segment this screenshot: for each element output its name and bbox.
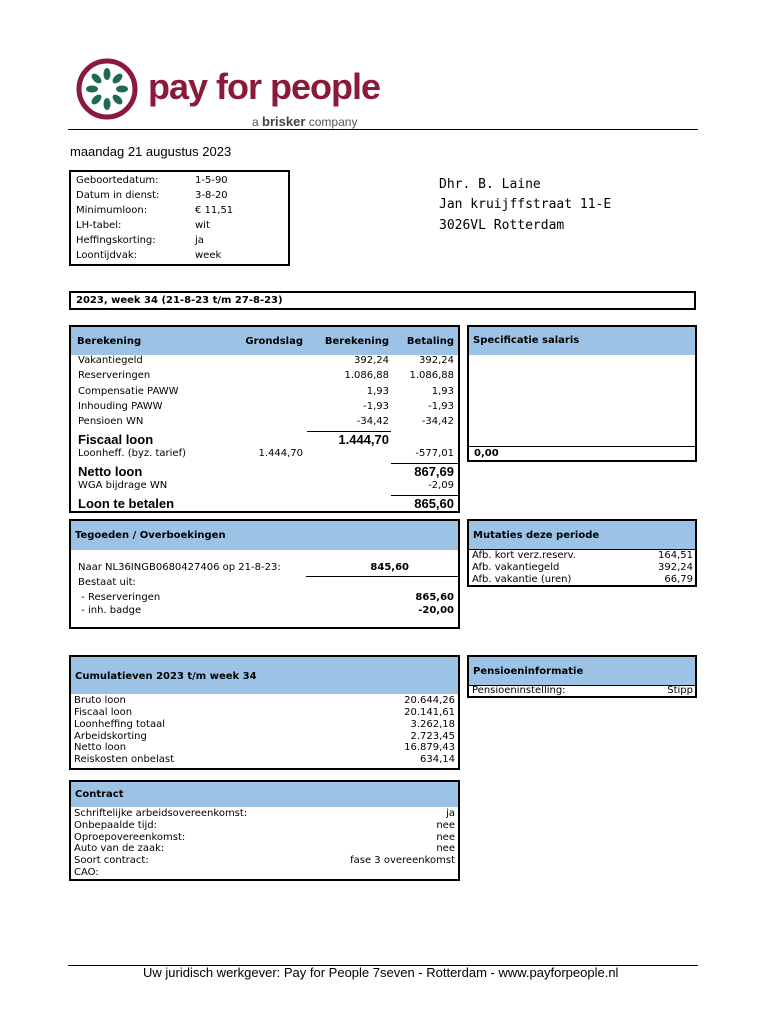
mutatie-value: 66,79: [664, 574, 693, 585]
address-street: Jan kruijffstraat 11-E: [439, 197, 612, 212]
personal-label: Loontijdvak:: [76, 250, 138, 261]
logo: [76, 58, 138, 120]
mutatie-label: Afb. vakantie (uren): [472, 574, 572, 585]
transfer-value: 845,60: [370, 562, 409, 573]
cumulatief-value: 2.723,45: [410, 731, 455, 742]
berekening-row-berekening: 1,93: [366, 386, 389, 397]
te-betalen-value: 865,60: [414, 496, 454, 511]
contract-label: Soort contract:: [74, 855, 149, 866]
berekening-row-betaling: -1,93: [428, 401, 454, 412]
personal-value: 3-8-20: [195, 190, 228, 201]
contract-header: [71, 782, 458, 807]
tegoed-item-label: - inh. badge: [78, 605, 142, 616]
contract-label: Oproepovereenkomst:: [74, 832, 186, 843]
cumulatief-value: 16.879,43: [404, 742, 455, 753]
cumulatief-value: 3.262,18: [410, 719, 455, 730]
pensioen-title: Pensioeninformatie: [473, 666, 584, 677]
wga-label: WGA bijdrage WN: [78, 480, 168, 491]
fiscaal-loon-label: Fiscaal loon: [78, 432, 154, 447]
berekening-row-label: Compensatie PAWW: [78, 386, 179, 397]
brand-name: pay for people: [148, 66, 381, 107]
berekening-row-berekening: 1.086,88: [344, 370, 389, 381]
cumulatief-label: Reiskosten onbelast: [74, 754, 174, 765]
cumulatief-label: Netto loon: [74, 742, 127, 753]
mutatie-label: Afb. vakantiegeld: [472, 562, 560, 573]
personal-info-box: [69, 170, 290, 266]
berekening-col-berekening: Berekening: [324, 336, 389, 347]
berekening-row-label: Reserveringen: [78, 370, 151, 381]
logo-icon: [76, 58, 138, 120]
transfer-underline: [306, 576, 458, 577]
tegoeden-box: [69, 519, 460, 629]
specificatie-total-line: [469, 446, 695, 447]
specificatie-title: Specificatie salaris: [473, 335, 580, 346]
berekening-box: [69, 325, 460, 513]
wga-value: -2,09: [428, 480, 454, 491]
tegoed-item-value: 865,60: [415, 592, 454, 603]
berekening-row-betaling: 392,24: [419, 355, 454, 366]
tagline-suffix: company: [308, 115, 358, 129]
address-name: Dhr. B. Laine: [439, 177, 541, 192]
cumulatief-label: Bruto loon: [74, 695, 126, 706]
tegoeden-title: Tegoeden / Overboekingen: [75, 530, 226, 541]
pensioen-box: [467, 655, 697, 698]
loonheffing-label: Loonheff. (byz. tarief): [78, 448, 186, 459]
berekening-col-label: Berekening: [77, 336, 142, 347]
mutaties-title: Mutaties deze periode: [473, 530, 600, 541]
contract-label: CAO:: [74, 867, 99, 878]
personal-label: Datum in dienst:: [76, 190, 160, 201]
personal-label: Heffingskorting:: [76, 235, 156, 246]
pensioen-label: Pensioeninstelling:: [472, 685, 566, 696]
tegoed-item-value: -20,00: [418, 605, 454, 616]
tagline-brand: brisker: [262, 114, 306, 129]
netto-loon-label: Netto loon: [78, 464, 143, 479]
mutatie-value: 392,24: [658, 562, 693, 573]
contract-value: ja: [446, 808, 455, 819]
contract-label: Schriftelijke arbeidsovereenkomst:: [74, 808, 248, 819]
period-label: 2023, week 34 (21-8-23 t/m 27-8-23): [76, 295, 283, 306]
tagline: [252, 114, 357, 129]
contract-label: Auto van de zaak:: [74, 843, 165, 854]
contract-value: nee: [436, 820, 455, 831]
contract-label: Onbepaalde tijd:: [74, 820, 157, 831]
cumulatieven-box: [69, 655, 460, 770]
personal-value: wit: [195, 220, 210, 231]
loonheffing-betaling: -577,01: [415, 448, 454, 459]
netto-loon-value: 867,69: [414, 464, 454, 479]
mutatie-value: 164,51: [658, 550, 693, 561]
cumulatieven-title: Cumulatieven 2023 t/m week 34: [75, 671, 257, 682]
personal-value: 1-5-90: [195, 175, 228, 186]
cumulatief-label: Loonheffing totaal: [74, 719, 165, 730]
berekening-col-grondslag: Grondslag: [245, 336, 303, 347]
berekening-row-betaling: 1,93: [431, 386, 454, 397]
header-divider: [68, 129, 698, 130]
berekening-row-betaling: 1.086,88: [409, 370, 454, 381]
contract-value: nee: [436, 843, 455, 854]
contract-value: fase 3 overeenkomst: [350, 855, 455, 866]
pensioen-value: Stipp: [667, 685, 693, 696]
berekening-row-label: Vakantiegeld: [78, 355, 143, 366]
address-city: 3026VL Rotterdam: [439, 218, 565, 233]
contract-box: [69, 780, 460, 881]
bestaat-uit-label: Bestaat uit:: [78, 577, 136, 588]
contract-title: Contract: [75, 789, 124, 800]
berekening-row-label: Pensioen WN: [78, 416, 144, 427]
personal-label: Geboortedatum:: [76, 175, 159, 186]
cumulatief-label: Arbeidskorting: [74, 731, 147, 742]
berekening-col-betaling: Betaling: [406, 336, 454, 347]
personal-value: € 11,51: [195, 205, 234, 216]
berekening-row-berekening: 392,24: [354, 355, 389, 366]
cumulatief-value: 634,14: [420, 754, 455, 765]
mutaties-box: [467, 519, 697, 587]
tegoed-item-label: - Reserveringen: [78, 592, 161, 603]
personal-value: week: [195, 250, 222, 261]
cumulatief-label: Fiscaal loon: [74, 707, 133, 718]
cumulatief-value: 20.141,61: [404, 707, 455, 718]
personal-label: LH-tabel:: [76, 220, 122, 231]
fiscaal-loon-value: 1.444,70: [338, 432, 389, 447]
berekening-row-label: Inhouding PAWW: [78, 401, 163, 412]
period-box: [69, 291, 696, 310]
mutatie-label: Afb. kort verz.reserv.: [472, 550, 576, 561]
specificatie-total: 0,00: [474, 448, 499, 459]
berekening-row-berekening: -1,93: [363, 401, 389, 412]
document-date: maandag 21 augustus 2023: [70, 144, 232, 159]
cumulatief-value: 20.644,26: [404, 695, 455, 706]
berekening-row-betaling: -34,42: [421, 416, 454, 427]
personal-label: Minimumloon:: [76, 205, 148, 216]
footer-text: Uw juridisch werkgever: Pay for People 7seven - Rotterdam - www.payforpeople.nl: [143, 965, 619, 980]
loonheffing-grondslag: 1.444,70: [258, 448, 303, 459]
tagline-prefix: a: [252, 115, 259, 129]
transfer-label: Naar NL36INGB0680427406 op 21-8-23:: [78, 562, 281, 573]
berekening-row-berekening: -34,42: [356, 416, 389, 427]
personal-value: ja: [195, 235, 204, 246]
specificatie-box: [467, 325, 697, 462]
te-betalen-label: Loon te betalen: [78, 496, 175, 511]
contract-value: nee: [436, 832, 455, 843]
